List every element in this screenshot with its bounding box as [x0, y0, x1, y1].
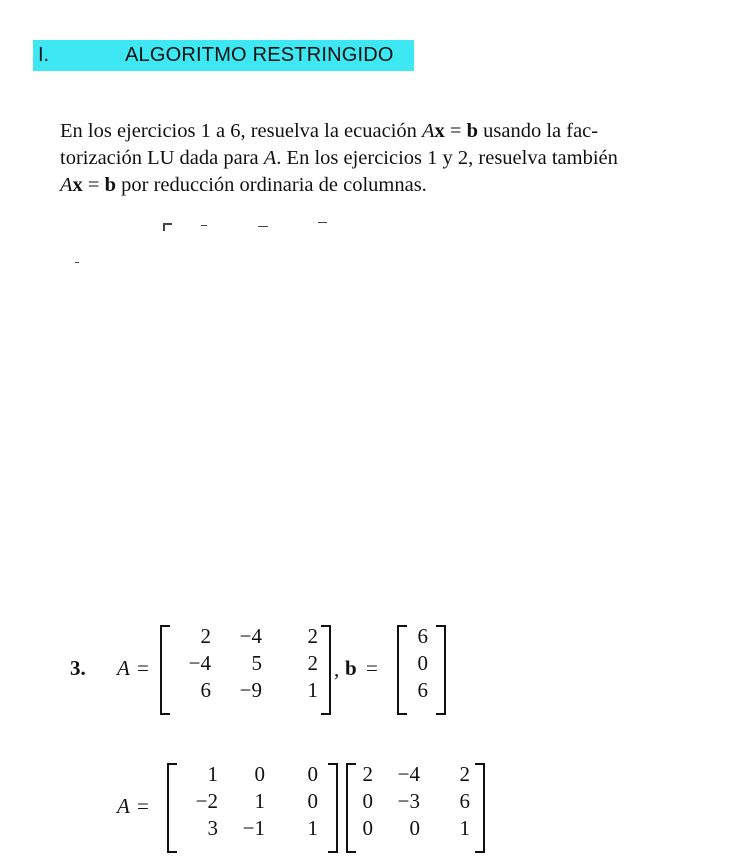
matrix-symbol: A	[422, 120, 435, 142]
right-bracket	[475, 763, 485, 853]
instructions-line-3	[60, 172, 720, 199]
matrix-entry: 6	[417, 624, 428, 648]
equals-sign: =	[82, 174, 105, 196]
fragment-mark	[75, 262, 79, 263]
left-bracket	[160, 625, 170, 715]
matrix-entry: 1	[459, 816, 470, 840]
matrix-entry: 0	[362, 816, 373, 840]
fragment-mark	[318, 222, 327, 223]
right-bracket	[328, 763, 338, 853]
text-run: por reducción ordinaria de columnas.	[116, 174, 427, 196]
matrix-entry: 1	[207, 762, 218, 786]
matrix-entry: 0	[307, 762, 318, 786]
left-bracket	[167, 763, 177, 853]
matrix-entry: 1	[307, 678, 318, 702]
instructions-line-2	[60, 145, 720, 172]
matrix-entry: 2	[200, 624, 211, 648]
right-bracket	[321, 625, 331, 715]
matrix-entry: 6	[200, 678, 211, 702]
matrix-entry: −4	[397, 762, 420, 786]
equals-sign: =	[137, 794, 149, 818]
vector-symbol: b	[466, 120, 479, 142]
matrix-entry: 2	[362, 762, 373, 786]
matrix-entry: 0	[417, 651, 428, 675]
matrix-entry: 1	[254, 789, 265, 813]
fragment-mark	[163, 223, 172, 225]
text-run: usando la fac-	[478, 120, 599, 142]
matrix-entry: 2	[459, 762, 470, 786]
right-bracket	[436, 625, 446, 715]
equals-sign: =	[137, 656, 149, 680]
matrix-entry: 6	[417, 678, 428, 702]
equals-sign: =	[444, 120, 467, 142]
matrix-symbol: A	[263, 147, 277, 169]
matrix-entry: 0	[307, 789, 318, 813]
matrix-entry: 2	[307, 624, 318, 648]
text-run: torización LU dada para	[60, 147, 264, 169]
section-heading	[33, 40, 414, 71]
instructions-line-1	[60, 118, 720, 145]
matrix-entry: 1	[307, 816, 318, 840]
fragment-mark	[201, 225, 207, 226]
matrix-entry: 3	[207, 816, 218, 840]
matrix-entry: −1	[242, 816, 265, 840]
exercise-number: 3.	[70, 656, 86, 680]
comma: ,	[334, 657, 340, 681]
fragment-mark	[258, 226, 268, 227]
matrix-entry: 0	[362, 789, 373, 813]
matrix-entry: −3	[397, 789, 420, 813]
matrix-entry: −4	[188, 651, 211, 675]
matrix-entry: 0	[409, 816, 420, 840]
equals-sign: =	[366, 656, 378, 680]
matrix-entry: 2	[307, 651, 318, 675]
matrix-A-label: A	[117, 656, 130, 680]
matrix-entry: −2	[195, 789, 218, 813]
vector-symbol: b	[104, 174, 116, 196]
vector-symbol: x	[434, 120, 445, 142]
text-run: En los ejercicios 1 a 6, resuelva la ecuación	[60, 120, 423, 142]
vector-symbol: x	[72, 174, 83, 196]
section-title: ALGORITMO RESTRINGIDO	[125, 44, 394, 66]
matrix-entry: 6	[459, 789, 470, 813]
section-number: I.	[38, 44, 50, 66]
matrix-entry: 5	[251, 651, 262, 675]
matrix-symbol: A	[60, 174, 73, 196]
vector-b-label: b	[345, 656, 357, 680]
matrix-A-label: A	[117, 794, 130, 818]
text-run: . En los ejercicios 1 y 2, resuelva también	[276, 147, 618, 169]
matrix-entry: 0	[254, 762, 265, 786]
matrix-entry: −9	[239, 678, 262, 702]
instructions-paragraph	[60, 118, 720, 199]
matrix-entry: −4	[239, 624, 262, 648]
